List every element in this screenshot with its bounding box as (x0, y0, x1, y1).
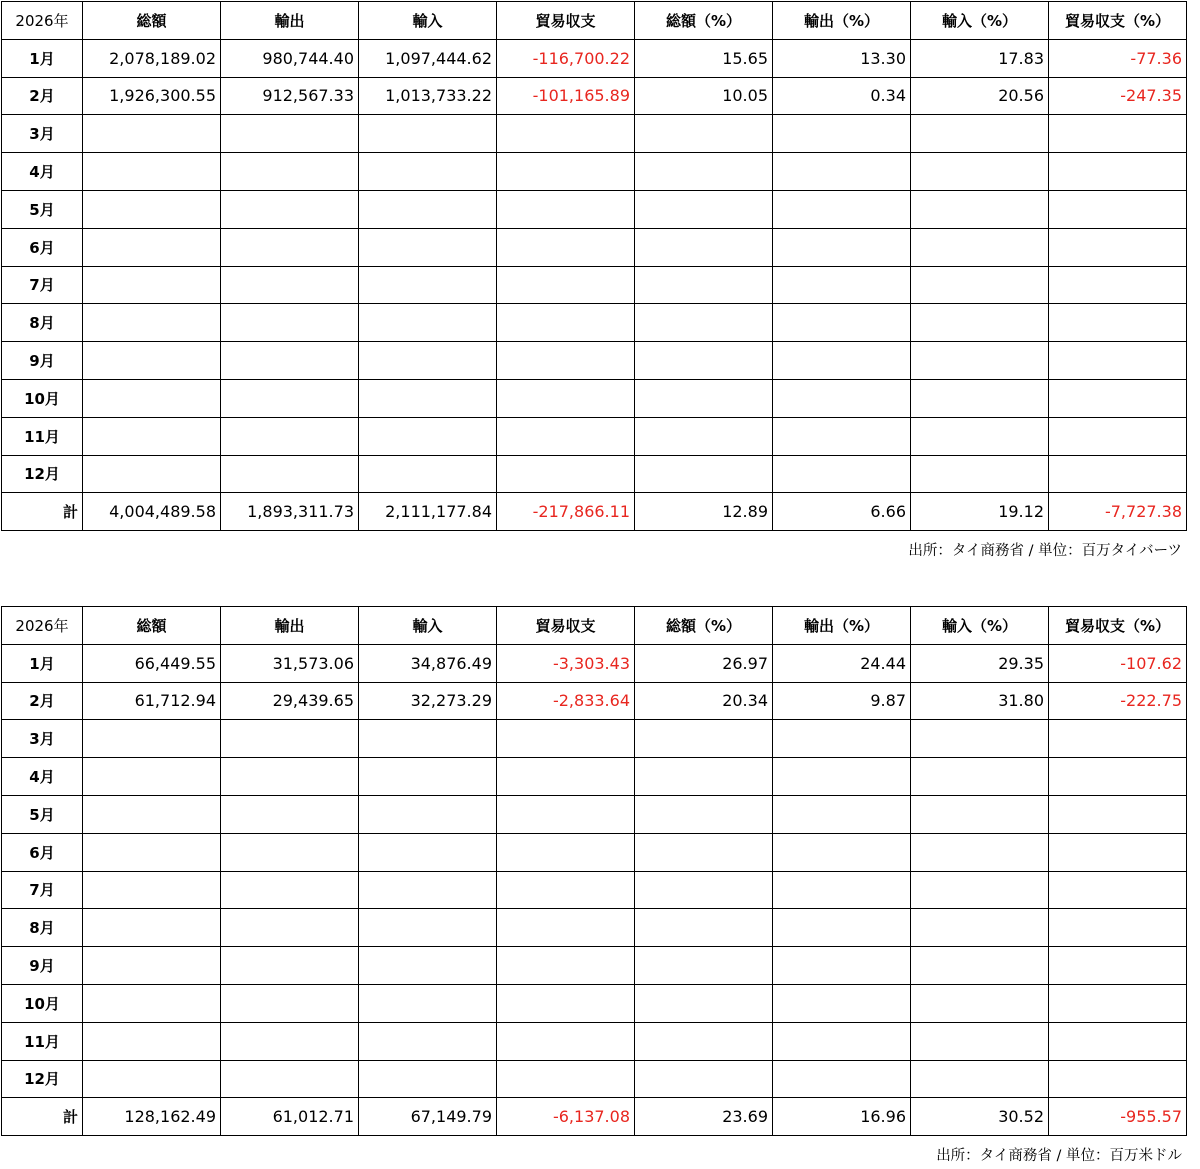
cell-export (221, 115, 359, 153)
cell-import: 2,111,177.84 (359, 493, 497, 531)
cell-export (221, 720, 359, 758)
cell-total-pct (635, 909, 773, 947)
cell-import: 1,013,733.22 (359, 77, 497, 115)
cell-import-pct: 17.83 (911, 39, 1049, 77)
cell-import-pct: 29.35 (911, 644, 1049, 682)
total-label: 計 (2, 1098, 83, 1136)
cell-export: 912,567.33 (221, 77, 359, 115)
cell-total-pct (635, 1022, 773, 1060)
cell-export-pct (773, 304, 911, 342)
cell-export (221, 1022, 359, 1060)
cell-import: 67,149.79 (359, 1098, 497, 1136)
cell-import (359, 379, 497, 417)
cell-export-pct (773, 1022, 911, 1060)
cell-export-pct (773, 833, 911, 871)
header-total: 総額 (83, 607, 221, 645)
cell-total-pct (635, 342, 773, 380)
cell-import (359, 984, 497, 1022)
header-export-pct: 輸出（%） (773, 2, 911, 40)
header-row (2, 607, 1187, 645)
total-row (2, 493, 1187, 531)
cell-balance-pct (1049, 153, 1187, 191)
cell-balance-pct (1049, 909, 1187, 947)
month-label: 8月 (2, 304, 83, 342)
cell-balance (497, 455, 635, 493)
cell-export: 61,012.71 (221, 1098, 359, 1136)
table-row (2, 833, 1187, 871)
cell-total-pct (635, 758, 773, 796)
cell-total: 2,078,189.02 (83, 39, 221, 77)
cell-total-pct: 20.34 (635, 682, 773, 720)
cell-balance: -3,303.43 (497, 644, 635, 682)
cell-total-pct (635, 984, 773, 1022)
cell-balance-pct: -222.75 (1049, 682, 1187, 720)
cell-export-pct (773, 455, 911, 493)
month-label: 11月 (2, 417, 83, 455)
cell-export (221, 833, 359, 871)
table-row (2, 795, 1187, 833)
cell-total-pct: 12.89 (635, 493, 773, 531)
cell-export-pct: 6.66 (773, 493, 911, 531)
cell-export (221, 153, 359, 191)
cell-total (83, 833, 221, 871)
cell-total-pct (635, 871, 773, 909)
cell-import (359, 455, 497, 493)
cell-balance-pct (1049, 833, 1187, 871)
header-row (2, 2, 1187, 40)
cell-import: 32,273.29 (359, 682, 497, 720)
table-row (2, 379, 1187, 417)
cell-import-pct: 19.12 (911, 493, 1049, 531)
cell-total (83, 342, 221, 380)
cell-balance (497, 304, 635, 342)
header-export: 輸出 (221, 607, 359, 645)
cell-export-pct: 16.96 (773, 1098, 911, 1136)
cell-export (221, 190, 359, 228)
month-label: 9月 (2, 947, 83, 985)
cell-balance: -217,866.11 (497, 493, 635, 531)
cell-balance (497, 379, 635, 417)
cell-total-pct (635, 720, 773, 758)
cell-import-pct (911, 228, 1049, 266)
header-import-pct: 輸入（%） (911, 2, 1049, 40)
cell-total-pct (635, 379, 773, 417)
year-header: 2026年 (2, 607, 83, 645)
table-row (2, 909, 1187, 947)
cell-total-pct: 15.65 (635, 39, 773, 77)
header-total: 総額 (83, 2, 221, 40)
cell-balance (497, 909, 635, 947)
table-row (2, 417, 1187, 455)
month-label: 10月 (2, 379, 83, 417)
cell-balance-pct (1049, 115, 1187, 153)
cell-import-pct: 30.52 (911, 1098, 1049, 1136)
cell-import (359, 720, 497, 758)
cell-export: 1,893,311.73 (221, 493, 359, 531)
cell-total (83, 758, 221, 796)
table-row (2, 644, 1187, 682)
cell-import (359, 190, 497, 228)
cell-export: 31,573.06 (221, 644, 359, 682)
cell-import-pct: 31.80 (911, 682, 1049, 720)
cell-export: 29,439.65 (221, 682, 359, 720)
cell-balance-pct (1049, 1022, 1187, 1060)
cell-total: 66,449.55 (83, 644, 221, 682)
cell-export-pct (773, 871, 911, 909)
cell-export-pct: 24.44 (773, 644, 911, 682)
source-note-baht: 出所：タイ商務省 / 単位：百万タイバーツ (908, 543, 1182, 559)
cell-import (359, 342, 497, 380)
cell-balance-pct (1049, 190, 1187, 228)
cell-balance-pct: -247.35 (1049, 77, 1187, 115)
cell-balance-pct (1049, 228, 1187, 266)
cell-total (83, 379, 221, 417)
cell-export (221, 758, 359, 796)
cell-total-pct (635, 153, 773, 191)
cell-import-pct (911, 455, 1049, 493)
month-label: 8月 (2, 909, 83, 947)
cell-import (359, 304, 497, 342)
cell-total (83, 1022, 221, 1060)
year-header: 2026年 (2, 2, 83, 40)
cell-export-pct (773, 266, 911, 304)
cell-export-pct (773, 379, 911, 417)
cell-import-pct (911, 833, 1049, 871)
cell-balance: -101,165.89 (497, 77, 635, 115)
cell-total (83, 115, 221, 153)
cell-export-pct (773, 153, 911, 191)
cell-export-pct: 9.87 (773, 682, 911, 720)
cell-balance (497, 417, 635, 455)
cell-balance-pct (1049, 455, 1187, 493)
cell-total-pct (635, 455, 773, 493)
table-row (2, 39, 1187, 77)
cell-import-pct (911, 947, 1049, 985)
cell-total-pct (635, 190, 773, 228)
table-row (2, 266, 1187, 304)
month-label: 1月 (2, 644, 83, 682)
table-body (2, 39, 1187, 530)
cell-import-pct (911, 379, 1049, 417)
cell-export (221, 1060, 359, 1098)
cell-import-pct (911, 153, 1049, 191)
cell-export-pct (773, 342, 911, 380)
cell-balance-pct: -77.36 (1049, 39, 1187, 77)
cell-balance (497, 758, 635, 796)
cell-import-pct (911, 909, 1049, 947)
cell-export (221, 984, 359, 1022)
cell-import-pct (911, 266, 1049, 304)
cell-export (221, 342, 359, 380)
cell-total-pct (635, 228, 773, 266)
cell-balance (497, 115, 635, 153)
month-label: 11月 (2, 1022, 83, 1060)
cell-import (359, 1022, 497, 1060)
table-row (2, 1022, 1187, 1060)
month-label: 5月 (2, 190, 83, 228)
cell-export (221, 871, 359, 909)
cell-import (359, 228, 497, 266)
month-label: 2月 (2, 77, 83, 115)
cell-import-pct (911, 1022, 1049, 1060)
cell-import-pct (911, 417, 1049, 455)
cell-total-pct (635, 417, 773, 455)
month-label: 5月 (2, 795, 83, 833)
cell-total: 4,004,489.58 (83, 493, 221, 531)
cell-total (83, 871, 221, 909)
cell-export-pct (773, 984, 911, 1022)
cell-total (83, 153, 221, 191)
cell-balance (497, 984, 635, 1022)
cell-import (359, 833, 497, 871)
header-balance-pct: 貿易収支（%） (1049, 607, 1187, 645)
cell-balance-pct (1049, 947, 1187, 985)
cell-balance-pct (1049, 266, 1187, 304)
month-label: 9月 (2, 342, 83, 380)
cell-balance (497, 342, 635, 380)
cell-import (359, 153, 497, 191)
month-label: 1月 (2, 39, 83, 77)
cell-export (221, 947, 359, 985)
cell-total (83, 417, 221, 455)
cell-total-pct: 23.69 (635, 1098, 773, 1136)
table-row (2, 947, 1187, 985)
cell-import-pct (911, 984, 1049, 1022)
table-row (2, 984, 1187, 1022)
header-export-pct: 輸出（%） (773, 607, 911, 645)
cell-balance (497, 1060, 635, 1098)
cell-export (221, 795, 359, 833)
cell-balance-pct (1049, 1060, 1187, 1098)
table-row (2, 77, 1187, 115)
month-label: 7月 (2, 871, 83, 909)
month-label: 12月 (2, 455, 83, 493)
table-row (2, 758, 1187, 796)
total-label: 計 (2, 493, 83, 531)
trade-table-baht (1, 1, 1187, 531)
cell-import-pct (911, 758, 1049, 796)
cell-total (83, 984, 221, 1022)
cell-total (83, 228, 221, 266)
cell-import (359, 417, 497, 455)
cell-import-pct (911, 190, 1049, 228)
cell-balance (497, 228, 635, 266)
trade-table-usd (1, 606, 1187, 1136)
cell-balance (497, 153, 635, 191)
month-label: 12月 (2, 1060, 83, 1098)
header-balance: 貿易収支 (497, 607, 635, 645)
cell-balance (497, 190, 635, 228)
cell-export-pct (773, 947, 911, 985)
month-label: 4月 (2, 153, 83, 191)
table-row (2, 190, 1187, 228)
cell-balance (497, 833, 635, 871)
cell-import-pct (911, 720, 1049, 758)
cell-export-pct (773, 115, 911, 153)
cell-export-pct: 0.34 (773, 77, 911, 115)
cell-total-pct (635, 795, 773, 833)
cell-import (359, 1060, 497, 1098)
cell-balance-pct (1049, 379, 1187, 417)
cell-balance-pct (1049, 984, 1187, 1022)
cell-total (83, 720, 221, 758)
cell-total (83, 947, 221, 985)
header-total-pct: 総額（%） (635, 607, 773, 645)
cell-balance (497, 266, 635, 304)
header-export: 輸出 (221, 2, 359, 40)
cell-export-pct (773, 417, 911, 455)
cell-import (359, 115, 497, 153)
table-row (2, 228, 1187, 266)
cell-import: 34,876.49 (359, 644, 497, 682)
month-label: 6月 (2, 833, 83, 871)
table-row (2, 1060, 1187, 1098)
table-row (2, 342, 1187, 380)
cell-total (83, 909, 221, 947)
cell-import-pct (911, 115, 1049, 153)
table-row (2, 115, 1187, 153)
cell-export-pct (773, 228, 911, 266)
cell-balance-pct (1049, 720, 1187, 758)
cell-balance (497, 795, 635, 833)
cell-total (83, 455, 221, 493)
cell-import-pct: 20.56 (911, 77, 1049, 115)
cell-import-pct (911, 795, 1049, 833)
header-import: 輸入 (359, 607, 497, 645)
table-row (2, 304, 1187, 342)
cell-balance (497, 1022, 635, 1060)
cell-import (359, 758, 497, 796)
cell-import (359, 947, 497, 985)
table-row (2, 682, 1187, 720)
cell-import-pct (911, 342, 1049, 380)
cell-total-pct: 26.97 (635, 644, 773, 682)
cell-import-pct (911, 1060, 1049, 1098)
month-label: 3月 (2, 720, 83, 758)
cell-balance-pct (1049, 304, 1187, 342)
cell-export (221, 455, 359, 493)
cell-balance-pct (1049, 871, 1187, 909)
cell-balance-pct (1049, 758, 1187, 796)
table-row (2, 455, 1187, 493)
cell-total-pct (635, 266, 773, 304)
cell-total-pct (635, 1060, 773, 1098)
header-total-pct: 総額（%） (635, 2, 773, 40)
cell-export (221, 909, 359, 947)
cell-export-pct (773, 909, 911, 947)
table-row (2, 153, 1187, 191)
cell-total-pct (635, 115, 773, 153)
cell-balance: -6,137.08 (497, 1098, 635, 1136)
cell-export-pct (773, 190, 911, 228)
cell-export-pct: 13.30 (773, 39, 911, 77)
cell-export: 980,744.40 (221, 39, 359, 77)
cell-import (359, 266, 497, 304)
cell-balance-pct: -955.57 (1049, 1098, 1187, 1136)
cell-balance-pct (1049, 417, 1187, 455)
cell-total (83, 795, 221, 833)
cell-import (359, 795, 497, 833)
cell-balance-pct (1049, 342, 1187, 380)
cell-balance (497, 871, 635, 909)
cell-total (83, 1060, 221, 1098)
month-label: 7月 (2, 266, 83, 304)
cell-total (83, 304, 221, 342)
cell-export (221, 379, 359, 417)
cell-total (83, 190, 221, 228)
cell-total-pct (635, 947, 773, 985)
cell-export (221, 266, 359, 304)
cell-export (221, 304, 359, 342)
cell-import (359, 909, 497, 947)
cell-balance-pct: -107.62 (1049, 644, 1187, 682)
cell-balance: -2,833.64 (497, 682, 635, 720)
cell-total: 128,162.49 (83, 1098, 221, 1136)
month-label: 2月 (2, 682, 83, 720)
month-label: 10月 (2, 984, 83, 1022)
cell-total: 61,712.94 (83, 682, 221, 720)
cell-export (221, 417, 359, 455)
cell-balance (497, 720, 635, 758)
table-row (2, 720, 1187, 758)
cell-import-pct (911, 871, 1049, 909)
month-label: 3月 (2, 115, 83, 153)
cell-total-pct: 10.05 (635, 77, 773, 115)
total-row (2, 1098, 1187, 1136)
cell-total: 1,926,300.55 (83, 77, 221, 115)
header-balance: 貿易収支 (497, 2, 635, 40)
header-import-pct: 輸入（%） (911, 607, 1049, 645)
cell-total-pct (635, 833, 773, 871)
cell-export-pct (773, 795, 911, 833)
cell-balance-pct (1049, 795, 1187, 833)
cell-import: 1,097,444.62 (359, 39, 497, 77)
month-label: 6月 (2, 228, 83, 266)
table-body (2, 644, 1187, 1135)
cell-export-pct (773, 1060, 911, 1098)
cell-export (221, 228, 359, 266)
cell-total (83, 266, 221, 304)
cell-balance (497, 947, 635, 985)
cell-export-pct (773, 758, 911, 796)
cell-export-pct (773, 720, 911, 758)
header-balance-pct: 貿易収支（%） (1049, 2, 1187, 40)
month-label: 4月 (2, 758, 83, 796)
header-import: 輸入 (359, 2, 497, 40)
cell-total-pct (635, 304, 773, 342)
source-note-usd: 出所：タイ商務省 / 単位：百万米ドル (936, 1148, 1182, 1164)
cell-balance: -116,700.22 (497, 39, 635, 77)
cell-import (359, 871, 497, 909)
cell-import-pct (911, 304, 1049, 342)
table-row (2, 871, 1187, 909)
cell-balance-pct: -7,727.38 (1049, 493, 1187, 531)
